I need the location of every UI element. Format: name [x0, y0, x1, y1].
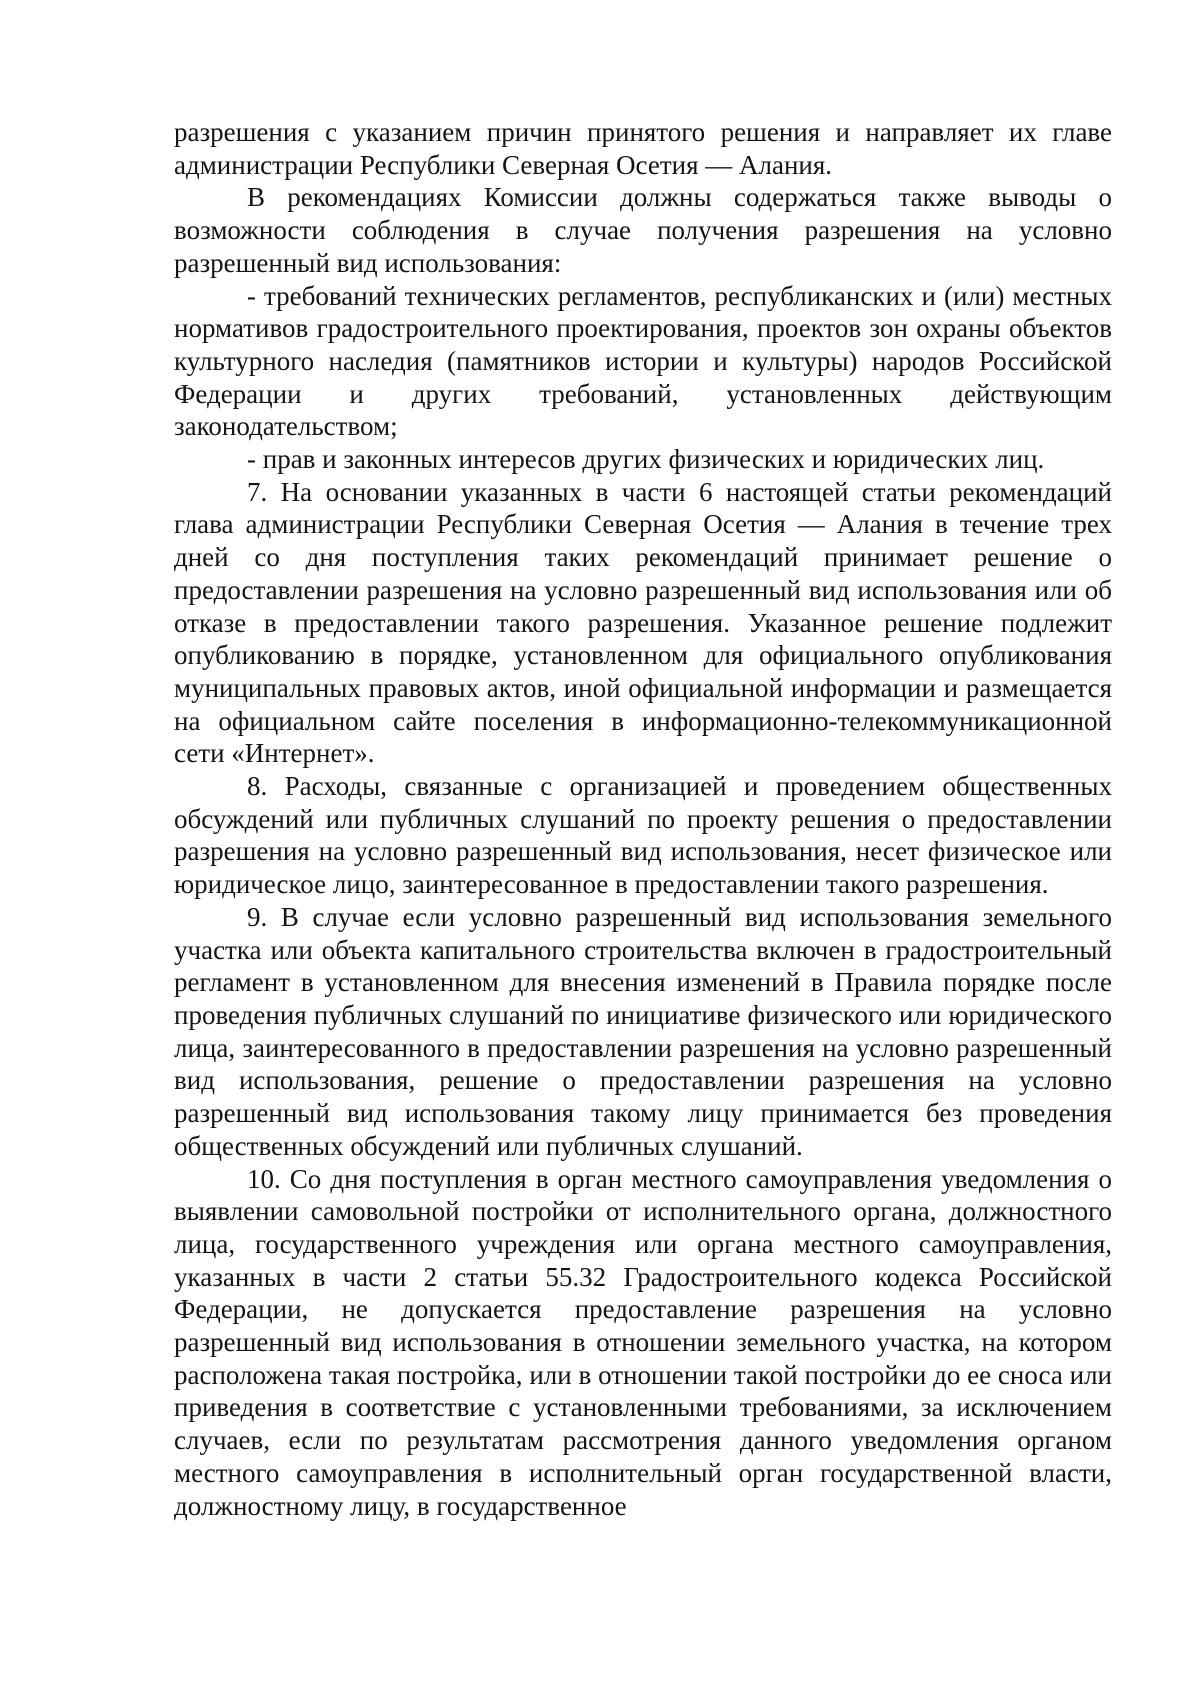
document-page — [174, 116, 1112, 1522]
paragraph-continuation: разрешения с указанием причин принятого решения и направляет их главе администрации Республики Северная Осетия — Алания. — [174, 117, 1112, 180]
paragraph-item-7: 7. На основании указанных в части 6 настоящей статьи рекомендаций глава администрации Республики Северная Осетия — Алания в течение трех дней со дня поступления таких рекомендаций принимает решение о предоставлении разрешения на условно разрешенный вид использования или об отказе в предоставлении такого разрешения. Указанное решение подлежит опубликованию в порядке, установленном для официального опубликования муниципальных правовых актов, иной официальной информации и размещается на официальном сайте поселения в информационно-телекоммуникационной сети «Интернет». — [174, 476, 1112, 769]
paragraph-item-9: 9. В случае если условно разрешенный вид использования земельного участка или объекта капитального строительства включен в градостроительный регламент в установленном для внесения изменений в Правила порядке после проведения публичных слушаний по инициативе физического или юридического лица, заинтересованного в предоставлении разрешения на условно разрешенный вид использования, решение о предоставлении разрешения на условно разрешенный вид использования такому лицу принимается без проведения общественных обсуждений или публичных слушаний. — [174, 901, 1112, 1161]
paragraph-item-8: 8. Расходы, связанные с организацией и проведением общественных обсуждений или публичных слушаний по проекту решения о предоставлении разрешения на условно разрешенный вид использования, несет физическое или юридическое лицо, заинтересованное в предоставлении такого разрешения. — [174, 771, 1112, 900]
list-item-rights-interests: - прав и законных интересов других физических и юридических лиц. — [247, 444, 1045, 475]
paragraph-commission-recommendations: В рекомендациях Комиссии должны содержаться также выводы о возможности соблюдения в случае получения разрешения на условно разрешенный вид использования: — [174, 182, 1112, 278]
list-item-technical-regulations: - требований технических регламентов, республиканских и (или) местных нормативов градостроительного проектирования, проектов зон охраны объектов культурного наследия (памятников истории и культуры) народов Российской Федерации и других требований, установленных действующим законодательством; — [174, 280, 1112, 442]
paragraph-item-10: 10. Со дня поступления в орган местного самоуправления уведомления о выявлении самовольной постройки от исполнительного органа, должностного лица, государственного учреждения или органа местного самоуправления, указанных в части 2 статьи 55.32 Градостроительного кодекса Российской Федерации, не допускается предоставление разрешения на условно разрешенный вид использования в отношении земельного участка, на котором расположена такая постройка, или в отношении такой постройки до ее сноса или приведения в соответствие с установленными требованиями, за исключением случаев, если по результатам рассмотрения данного уведомления органом местного самоуправления в исполнительный орган государственной власти, должностному лицу, в государственное — [174, 1163, 1112, 1521]
